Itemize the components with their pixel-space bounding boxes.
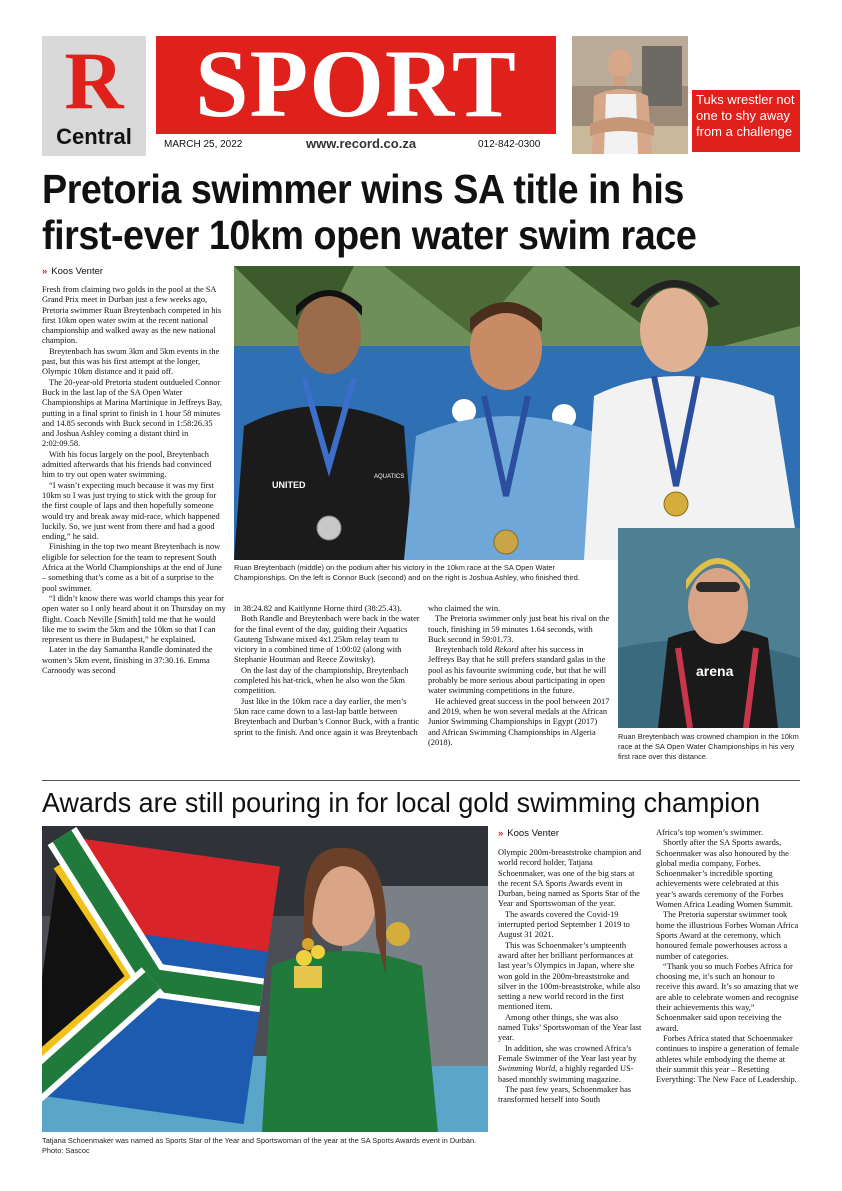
paragraph: Forbes Africa stated that Schoenmaker continues to inspire a generation of female athletes while embodying the theme at their summit this year – Resetting Everything: The New Face of Leadership.	[656, 1033, 799, 1085]
paragraph: The past few years, Schoenmaker has transformed herself into South	[498, 1084, 632, 1105]
byline	[498, 828, 559, 839]
paragraph: Shortly after the SA Sports awards, Schoenmaker was also honoured by the global media company, Forbes. Schoenmaker’s incredible sporting achievements were celebrated at this year’s awards ceremony of the Forbes Women Africa Leading Women Summit.	[656, 838, 793, 910]
paragraph: The Pretoria swimmer only just beat his rival on the touch, finishing in 59 minutes 1.64 seconds, with Buck second in 59:01.73.	[428, 614, 610, 644]
paragraph: On the last day of the championship, Breytenbach completed his hat-trick, when he also won the 5km competition.	[234, 665, 409, 696]
paragraph: With his focus largely on the pool, Breytenbach admitted afterwards that his friends had convinced him to try out open water swimming.	[42, 449, 212, 480]
byline	[42, 266, 103, 277]
paragraph: Finishing in the top two meant Breytenbach is now eligible for selection for the team to represent South Africa at the World Championships at the end of June – something that’s come as a bit of a surprise to the pool swimmer.	[42, 542, 222, 593]
paragraph: who claimed the win.	[428, 604, 501, 613]
text-run: , a highly regarded US-based monthly swimming magazine.	[498, 1064, 634, 1084]
story2-column-2	[656, 828, 800, 1085]
main-headline: Pretoria swimmer wins SA title in his first-ever 10km open water swim race	[42, 166, 697, 258]
text-run: In addition, she was crowned Africa’s Female Swimmer of the Year last year by	[498, 1043, 637, 1063]
paragraph: “I wasn’t expecting much because it was my first 10km so I was just trying to stick with the group for the first couple of laps and then hopefully someone would try and break away mid-race, which happened luckily. So, we just went from there and had a good ending,” he said.	[42, 480, 220, 542]
paragraph: “Thank you so much Forbes Africa for choosing me, it’s such an honour to receive this award. It’s so amazing that we are able to celebrate women and recognise their achievements this way,” Schoenmaker said upon receiving the award.	[656, 961, 799, 1033]
story1-column-2	[234, 604, 420, 738]
paragraph: in 38:24.82 and Kaitlynne Horne third (38:25.43).	[234, 604, 402, 613]
aquatics-logo-text: AQUATICS	[374, 474, 405, 480]
teaser-photo	[572, 36, 688, 154]
story2-column-1	[498, 848, 642, 1105]
author-name: Koos Venter	[51, 266, 104, 277]
paragraph: The awards covered the Covid-19 interrupted period September 1 2019 to August 31 2021.	[498, 909, 630, 940]
logo-edition: Central	[56, 124, 132, 149]
paragraph: This was Schoenmaker’s umpteenth award after her brilliant performances at last year’s Olympics in Japan, where she won gold in the 200m-breaststroke and silver in the 100m-breaststroke, while also setting a new world record in the first mentioned item.	[498, 940, 641, 1012]
paragraph: Among other things, she was also named Tuks’ Sportswoman of the Year last year.	[498, 1012, 642, 1043]
paragraph: The Pretoria superstar swimmer took home the illustrious Forbes Woman Africa Sports Award at the ceremony, which honoured female powerhouses across a number of categories.	[656, 910, 799, 961]
paragraph: He achieved great success in the pool between 2017 and 2019, when he won several medals at the African Junior Swimming Championships in Egypt (2017) and African Swimming Championships in Algeria (2018).	[428, 696, 610, 747]
paragraph: Later in the day Samantha Randle dominated the women’s 5km event, finishing in 37:30.16. Emma Carnoody was second	[42, 645, 213, 675]
swimmer-photo	[618, 528, 800, 728]
paragraph: “I didn’t know there was world champs this year for open water so I only heard about it on Thursday on my flight. Coach Neville [Smith] told me that he would like me to swim the 5km and the 10km so that I can represent us there in Budapest,” he explained.	[42, 593, 226, 645]
podium-caption: Ruan Breytenbach (middle) on the podium after his victory in the 10km race at the SA Open Water Championships. On the left is Connor Buck (second) and on the right is Joshua Ashley, who finished third.	[234, 563, 580, 582]
publication-name: Rekord	[494, 645, 519, 655]
arrow-icon: »	[42, 266, 48, 277]
paragraph: Breytenbach has swum 3km and 5km events in the past, but this was his first attempt at the longer, Olympic 10km distance and it paid off.	[42, 346, 220, 377]
paragraph	[428, 645, 610, 696]
paragraph: Africa’s top women’s swimmer.	[656, 828, 763, 837]
paragraph: Fresh from claiming two golds in the pool at the SA Grand Prix meet in Durban just a few weeks ago, Pretoria swimmer Ruan Breytenbach competed in his first 10km open water swim at the recent national championship and walked away as the new national champion.	[42, 285, 222, 346]
paragraph: The 20-year-old Pretoria student outdueled Connor Buck in the last lap of the SA Open Water Championships at Marina Martinique in Jeffreys Bay, putting in a final sprint to finish in 1 hour 58 minutes and 14.85 seconds with Buck second in 1:58:26.35 and Joshua Ashley coming a distant third in 2:02:09.58.	[42, 377, 223, 449]
issue-date: MARCH 25, 2022	[164, 139, 243, 150]
section-banner	[156, 30, 556, 137]
logo-letter: R	[64, 35, 124, 126]
section-divider	[42, 780, 800, 781]
section-title: SPORT	[195, 30, 517, 137]
teaser-link[interactable]: Tuks wrestler not one to shy away from a challenge	[692, 90, 800, 152]
paragraph: Olympic 200m-breaststroke champion and world record holder, Tatjana Schoenmaker, was one of the big stars at the recent SA Sports Awards event in Durban, being named as Sports Star of the Year and Sportswoman of the year.	[498, 848, 642, 909]
website-link[interactable]: www.record.co.za	[306, 136, 417, 151]
paragraph: Just like in the 10km race a day earlier, the men’s 5km race came down to a last-lap battle between Breytenbach and Durban’s Connor Buck, with a frantic sprint to the finish. And once again it was Breytenbach	[234, 696, 420, 737]
swimmer-caption: Ruan Breytenbach was crowned champion in the 10km race at the SA Open Water Championships in his very first race over this distance.	[618, 732, 799, 761]
text-run: Breytenbach told	[435, 645, 493, 655]
arrow-icon: »	[498, 828, 504, 839]
secondary-headline: Awards are still pouring in for local gold swimming champion	[42, 787, 761, 818]
publication-name: Swimming World	[498, 1064, 556, 1074]
dateline	[156, 136, 556, 156]
text-run: after his success in Jeffreys Bay that he still prefers standard galas in the pool as his favourite swimming code, but that he will probably be more serious about participating in open water swimming competitions in the future.	[428, 645, 607, 696]
story1-column-1	[42, 285, 226, 676]
jacket-brand-text: UNITED	[272, 480, 306, 490]
story1-column-3	[428, 604, 610, 748]
publication-logo	[42, 36, 146, 156]
schoenmaker-photo	[42, 826, 488, 1132]
cap-brand-text: arena	[696, 663, 734, 679]
paragraph	[498, 1044, 642, 1085]
author-name: Koos Venter	[507, 828, 560, 839]
podium-photo	[234, 266, 800, 560]
paragraph: Both Randle and Breytenbach were back in the water for the final event of the day, guiding their Aquatics Gauteng Tshwane mixed 4x1.25km relay team to victory in a combined time of 1:00:02 (along with Stephanie Houtman and Reece Zowitsky).	[234, 614, 420, 665]
phone-number: 012-842-0300	[478, 139, 541, 150]
schoenmaker-caption: Tatjana Schoenmaker was named as Sports Star of the Year and Sportswoman of the year at the SA Sports Awards event in Durban. Photo: Sascoc	[42, 1136, 477, 1155]
